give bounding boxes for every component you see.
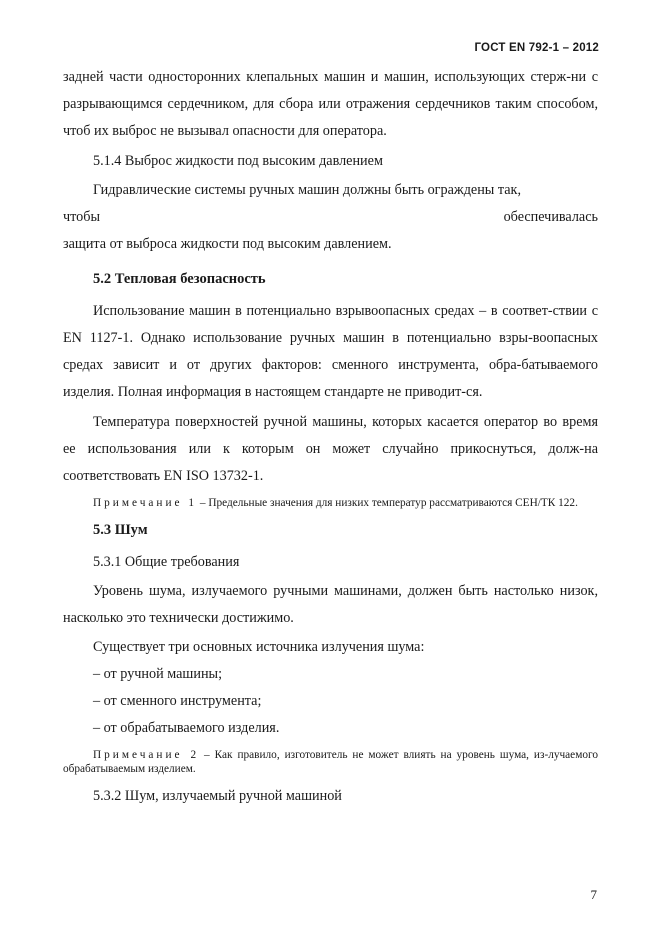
paragraph-noise-level: Уровень шума, излучаемого ручными машинами, должен быть настолько низок, насколько это технически достижимо.	[63, 582, 598, 626]
document-header: ГОСТ EN 792-1 – 2012	[474, 42, 599, 54]
list-item-hand-machine: – от ручной машины;	[93, 665, 223, 682]
paragraph-hydraulic-line1: Гидравлические системы ручных машин должны быть ограждены так,	[93, 182, 521, 198]
paragraph-hydraulic-line3: защита от выброса жидкости под высоким давлением.	[63, 236, 392, 252]
paragraph-temperature: Температура поверхностей ручной машины, которых касается оператор во время ее использования или к которым он может случайно прикоснуться, долж-на соответствовать EN ISO 13732-1.	[63, 414, 598, 484]
subsection-5-1-4: 5.1.4 Выброс жидкости под высоким давлением	[93, 153, 383, 169]
subsection-5-3-2: 5.3.2 Шум, излучаемый ручной машиной	[93, 787, 342, 804]
section-5-3-title: 5.3 Шум	[93, 521, 148, 538]
note-1-label: Примечание 1	[93, 497, 198, 509]
word-chtoby: чтобы	[63, 209, 100, 225]
list-item-tool: – от сменного инструмента;	[93, 692, 262, 709]
note-2-label: Примечание 2	[93, 748, 200, 761]
paragraph-hydraulic-line2	[63, 204, 598, 231]
note-1-text: – Предельные значения для низких температур рассматриваются СЕН/ТК 122.	[197, 497, 578, 509]
paragraph-explosive: Использование машин в потенциально взрывоопасных средах – в соответ-ствии с EN 1127-1. Однако использование ручных машин в потенциально взры-воопасных средах зависит и от других факторов: сменного инструмента, обра-батываемого изделия. Полная информация в настоящем стандарте не приводит-ся.	[63, 303, 598, 400]
note-1	[63, 496, 598, 511]
page-content	[63, 64, 598, 812]
word-obespechivalas: обеспечивалась	[503, 209, 598, 225]
note-2-text: – Как правило, изготовитель не может влиять на уровень шума, из-лучаемого обрабатываемым изделием.	[63, 748, 598, 775]
paragraph-noise-sources: Существует три основных источника излучения шума:	[93, 638, 425, 655]
subsection-5-3-1: 5.3.1 Общие требования	[93, 553, 240, 570]
paragraph-rivet: задней части односторонних клепальных машин и машин, использующих стерж-ни с разрывающимся сердечником, для сбора или отражения сердечников таким способом, чтоб их выброс не вызывал опасности для оператора.	[63, 69, 598, 139]
list-item-workpiece: – от обрабатываемого изделия.	[93, 719, 280, 736]
page-number: 7	[590, 887, 597, 902]
section-5-2-title: 5.2 Тепловая безопасность	[93, 271, 266, 287]
note-2	[63, 748, 598, 777]
